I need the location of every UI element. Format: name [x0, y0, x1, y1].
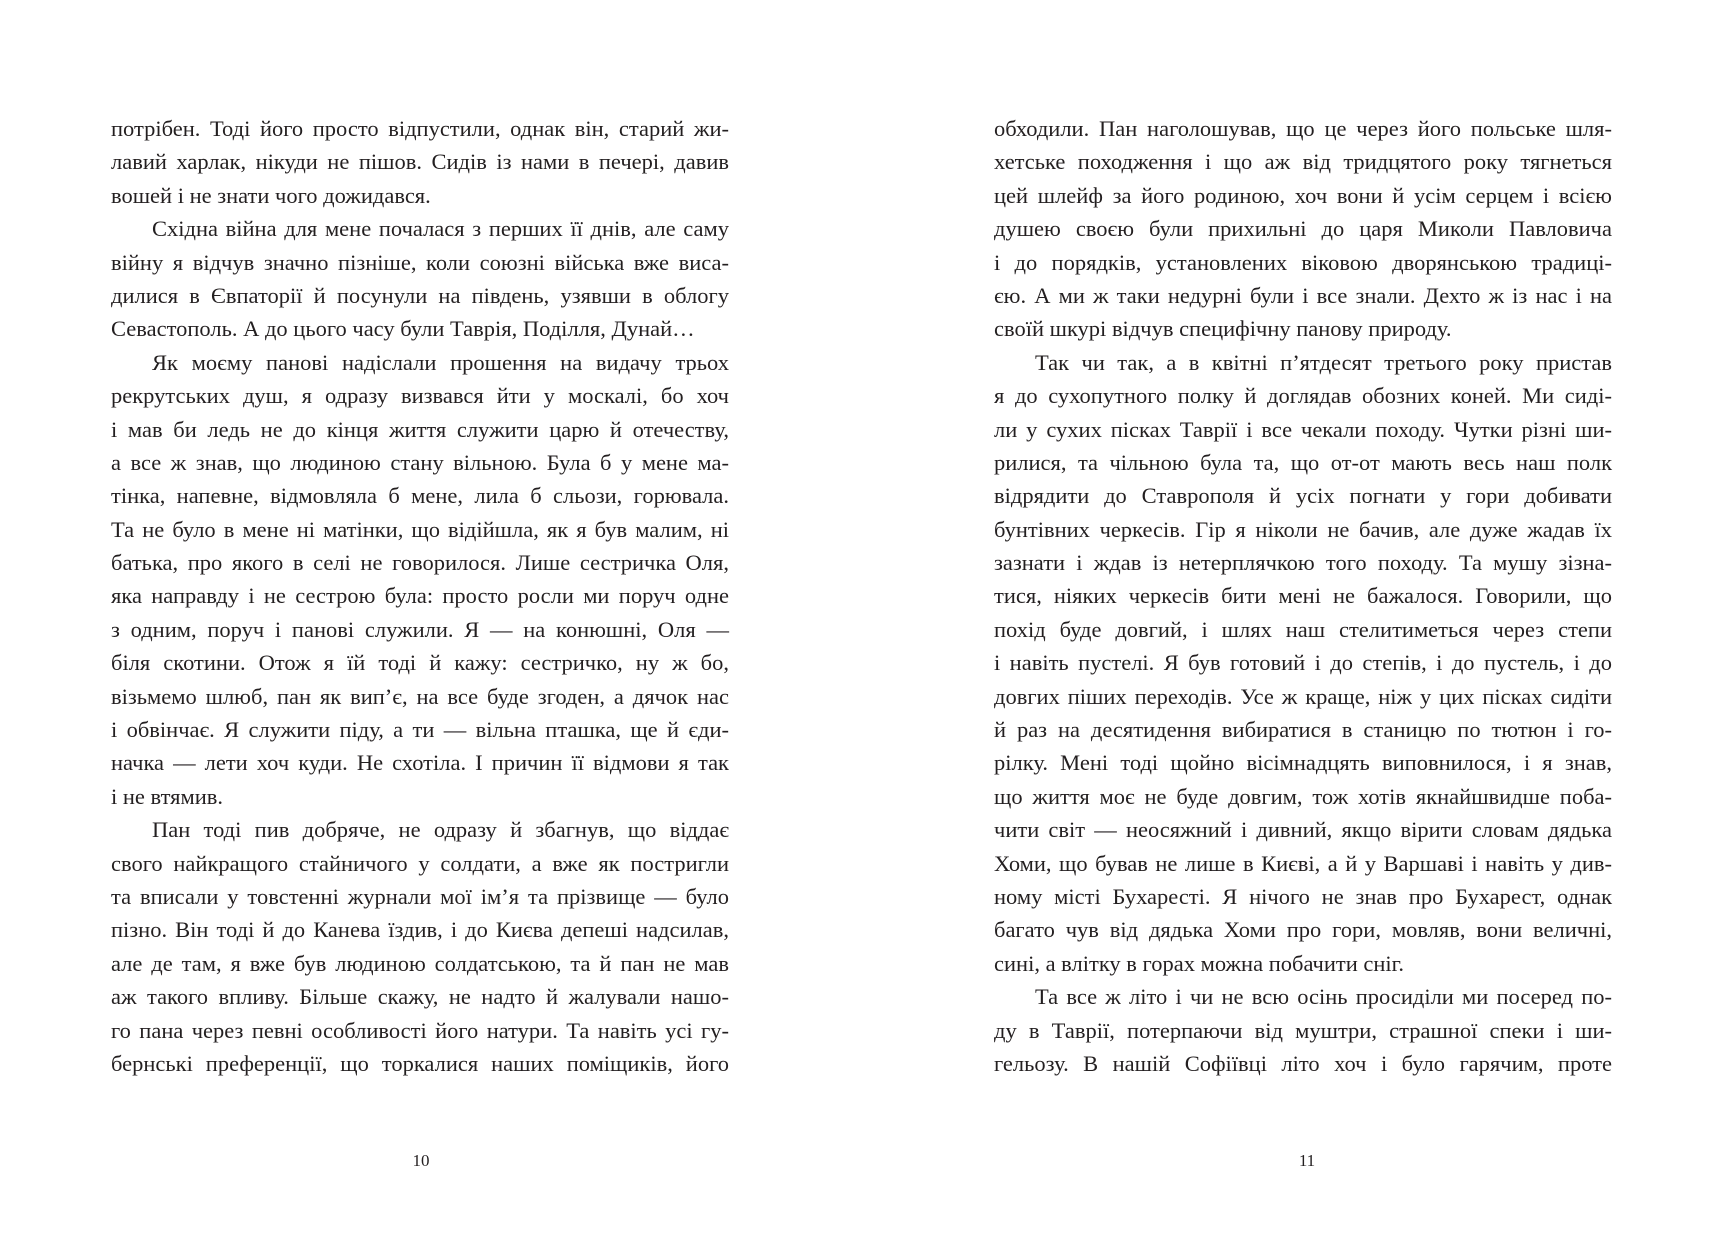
text-line: пізно. Він тоді й до Канева їздив, і до Києва депеші надсилав, [111, 917, 729, 943]
text-line: хетське походження і що аж від тридцятого року тягнеться [994, 149, 1612, 175]
text-line: свого найкращого стайничого у солдати, а вже як постригли [111, 850, 729, 876]
text-line: рекрутських душ, я одразу визвався йти у москалі, бо хоч [111, 383, 729, 409]
text-line: яка направду і не сестрою була: просто росли ми поруч одне [111, 583, 729, 609]
text-line: вошей і не знати чого дожидався. [111, 182, 431, 208]
text-line: душею своєю були прихильні до царя Миколи Павловича [994, 216, 1612, 242]
text-line: та вписали у товстенні журнали мої ім’я та прізвище — було [111, 883, 729, 909]
text-line: Так чи так, а в квітні п’ятдесят третього року пристав [1035, 349, 1612, 375]
right-page-text [994, 112, 1612, 1080]
text-line: Севастополь. А до цього часу були Таврія, Поділля, Дунай… [111, 316, 695, 342]
text-line: дилися в Євпаторії й посунули на південь, узявши в облогу [111, 282, 729, 308]
text-line: похід буде довгий, і шлях наш стелитиметься через степи [994, 616, 1612, 642]
paragraph [994, 346, 1612, 980]
left-page [0, 0, 856, 1258]
text-line: сині, а влітку в горах можна побачити сніг. [994, 950, 1404, 976]
text-line: відрядити до Ставрополя й усіх погнати у гори добивати [994, 483, 1612, 509]
text-line: і обвінчає. Я служити піду, а ти — вільна пташка, ще й єди- [111, 717, 729, 743]
text-line: і навіть пустелі. Я був готовий і до степів, і до пустель, і до [994, 650, 1612, 676]
paragraph [994, 112, 1612, 346]
text-line: але де там, я вже був людиною солдатською, та й пан не мав [111, 950, 729, 976]
text-line: чити світ — неосяжний і дивний, якщо вірити словам дядька [994, 817, 1612, 843]
text-line: і до порядків, установлених віковою дворянською традиці- [994, 249, 1612, 275]
text-line: біля скотини. Отож я їй тоді й кажу: сестричко, ну ж бо, [111, 650, 729, 676]
text-line: Хоми, що бував не лише в Києві, а й у Варшаві і навіть у див- [994, 850, 1612, 876]
text-line: Пан тоді пив добряче, не одразу й збагнув, що віддає [152, 817, 729, 843]
text-line: ли у сухих пісках Таврії і все чекали походу. Чутки різні ши- [994, 416, 1612, 442]
text-line: гельозу. В нашій Софіївці літо хоч і було гарячим, проте [994, 1050, 1612, 1076]
paragraph [994, 980, 1612, 1080]
text-line: і не втямив. [111, 783, 224, 809]
text-line: зазнати і ждав із нетерплячкою того походу. Та мушу зізна- [994, 550, 1612, 576]
text-line: єю. А ми ж таки недурні були і все знали. Дехто ж із нас і на [994, 282, 1612, 308]
paragraph [111, 346, 729, 813]
right-page [856, 0, 1713, 1258]
text-line: багато чув від дядька Хоми про гори, мовляв, вони величні, [994, 917, 1612, 943]
text-line: що життя моє не буде довгим, тож хотів якнайшвидше поба- [994, 783, 1612, 809]
text-line: начка — лети хоч куди. Не схотіла. І причин її відмови я так [111, 750, 729, 776]
text-line: аж такого впливу. Більше скажу, не надто й жалували нашо- [111, 984, 729, 1010]
text-line: війну я відчув значно пізніше, коли союзні війська вже виса- [111, 249, 729, 275]
text-line: рілку. Мені тоді щойно вісімнадцять виповнилося, і я знав, [994, 750, 1612, 776]
left-page-number: 10 [412, 1151, 430, 1170]
text-line: Та не було в мене ні матінки, що відійшла, як я був малим, ні [111, 516, 729, 542]
right-page-number: 11 [1298, 1151, 1316, 1170]
text-line: бернські преференції, що торкалися наших поміщиків, його [111, 1050, 729, 1076]
text-line: я до сухопутного полку й доглядав обозних коней. Ми сиді- [994, 383, 1612, 409]
text-line: тінка, напевне, відмовляла б мене, лила б сльози, горювала. [111, 483, 729, 509]
paragraph [111, 813, 729, 1080]
paragraph [111, 112, 729, 212]
paragraph [111, 212, 729, 346]
text-line: ному місті Бухаресті. Я нічого не знав про Бухарест, однак [994, 883, 1612, 909]
text-line: потрібен. Тоді його просто відпустили, однак він, старий жи- [111, 116, 729, 141]
text-line: обходили. Пан наголошував, що це через його польське шля- [994, 116, 1612, 141]
text-line: своїй шкурі відчув специфічну панову природу. [994, 316, 1452, 342]
text-line: го пана через певні особливості його натури. Та навіть усі гу- [111, 1017, 729, 1043]
text-line: лавий харлак, нікуди не пішов. Сидів із нами в печері, давив [111, 149, 729, 175]
text-line: ду в Таврії, потерпаючи від муштри, страшної спеки і ши- [994, 1017, 1612, 1043]
text-line: Та все ж літо і чи не всю осінь просиділи ми посеред по- [1035, 984, 1612, 1010]
text-line: цей шлейф за його родиною, хоч вони й усім серцем і всією [994, 182, 1612, 208]
text-line: Східна війна для мене почалася з перших її днів, але саму [152, 216, 729, 242]
text-line: бунтівних черкесів. Гір я ніколи не бачив, але дуже жадав їх [994, 516, 1612, 542]
text-line: візьмемо шлюб, пан як вип’є, на все буде згоден, а дячок нас [111, 683, 729, 709]
text-line: й раз на десятидення вибиратися в станицю по тютюн і го- [994, 717, 1612, 743]
text-line: батька, про якого в селі не говорилося. Лише сестричка Оля, [111, 550, 729, 576]
left-page-text [111, 112, 729, 1080]
text-line: з одним, поруч і панові служили. Я — на конюшні, Оля — [111, 616, 729, 642]
text-line: довгих піших переходів. Усе ж краще, ніж у цих пісках сидіти [994, 683, 1612, 709]
text-line: і мав би ледь не до кінця життя служити царю й отечеству, [111, 416, 729, 442]
text-line: рилися, та чільною була та, що от-от мають весь наш полк [994, 449, 1612, 475]
text-line: тися, ніяких черкесів бити мені не бажалося. Говорили, що [994, 583, 1612, 609]
text-line: Як моєму панові надіслали прошення на видачу трьох [152, 349, 729, 375]
text-line: а все ж знав, що людиною стану вільною. Була б у мене ма- [111, 449, 729, 475]
